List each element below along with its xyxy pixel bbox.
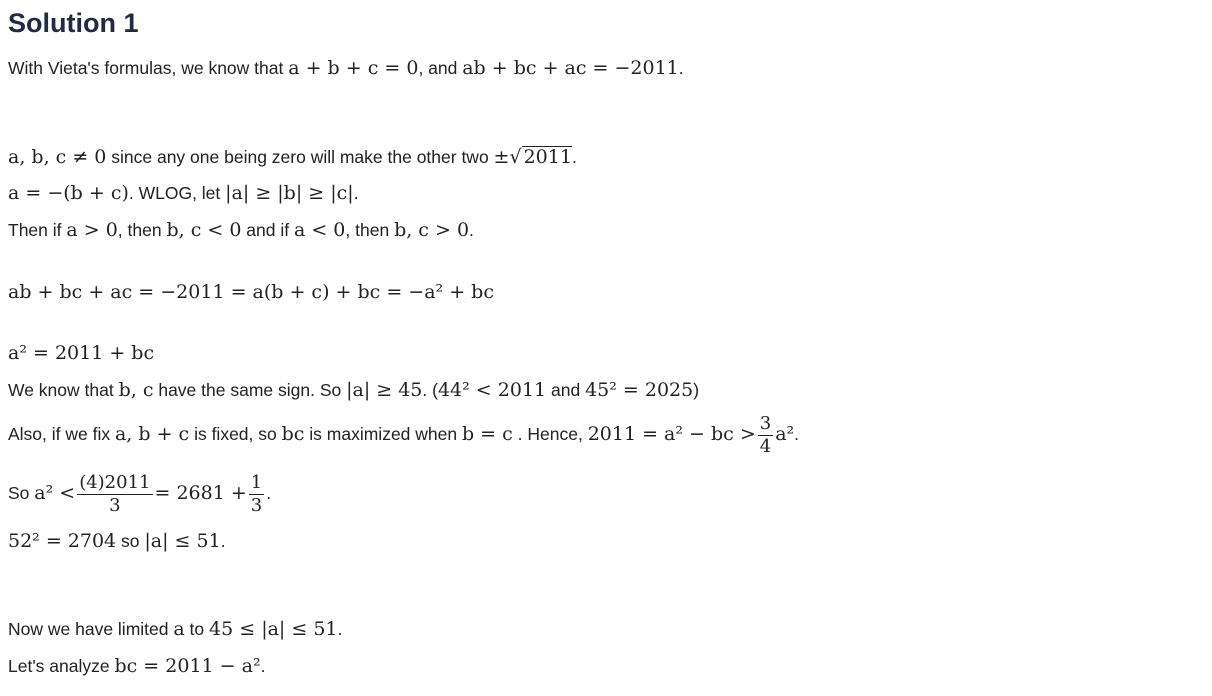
text: . [353, 183, 359, 203]
math: b = c [461, 423, 513, 446]
text: since any one being zero will make the other two [106, 147, 494, 167]
fraction-numerator: 3 [759, 413, 772, 434]
math: a² [775, 423, 795, 446]
text: Also, if we fix [8, 424, 115, 445]
text: . [678, 58, 684, 78]
fraction-numerator: 1 [250, 472, 263, 493]
text: With Vieta's formulas, we know that [8, 58, 289, 78]
math: = 2681 + [154, 482, 247, 505]
sign-line [8, 218, 474, 242]
text: . [571, 147, 577, 167]
text: We know that [8, 380, 119, 400]
math: a, b + c [114, 423, 190, 446]
text: . [794, 424, 800, 445]
text: , then [117, 220, 167, 240]
text: . [266, 483, 272, 504]
text: Now we have limited [8, 619, 174, 639]
math: a² < [34, 482, 76, 505]
math: 2011 = a² − bc > [587, 423, 756, 446]
limited-line [8, 617, 342, 641]
upper-bound-line [8, 529, 226, 553]
math-nonzero: a, b, c ≠ 0 [8, 146, 107, 168]
text: . ( [422, 380, 438, 400]
math: b, c > 0 [394, 219, 470, 241]
math: |a| ≥ 45 [346, 379, 423, 401]
text: . [469, 220, 474, 240]
text: . Hence, [512, 424, 588, 445]
math-sum-zero: a + b + c = 0 [288, 57, 419, 79]
text: , then [345, 220, 395, 240]
equation-line [8, 280, 494, 304]
math-ordering: |a| ≥ |b| ≥ |c| [225, 182, 354, 204]
fraction-denominator: 3 [109, 495, 121, 516]
math-pair-sum: ab + bc + ac = −2011 [462, 57, 679, 79]
math: b, c [118, 379, 154, 401]
math-equation: ab + bc + ac = −2011 = a(b + c) + bc = −a² + bc [8, 281, 494, 303]
fraction-bound [77, 472, 152, 517]
math: 45² = 2025 [585, 379, 694, 401]
text: ) [693, 380, 700, 400]
maximize-line [8, 413, 799, 458]
math: a < 0 [293, 219, 346, 241]
text: so [116, 531, 145, 551]
text: is fixed, so [189, 424, 282, 445]
fraction-denominator: 3 [250, 495, 263, 516]
math: 52² = 2704 [8, 530, 117, 552]
text: and [546, 380, 586, 400]
math-a-squared: a² = 2011 + bc [8, 342, 155, 364]
same-sign-line [8, 378, 699, 402]
math: a > 0 [66, 219, 118, 241]
a-squared-line [8, 341, 154, 365]
wlog-line [8, 181, 359, 205]
text: . [220, 531, 226, 551]
nonzero-line [8, 145, 577, 169]
analyze-line [8, 654, 265, 678]
fraction-one-third [249, 472, 264, 517]
text: is maximized when [304, 424, 462, 445]
math: bc [281, 423, 305, 446]
text: , and [418, 58, 463, 78]
fraction-numerator: (4)2011 [79, 472, 151, 493]
math-radicand: 2011 [523, 146, 572, 168]
math-a-def: a = −(b + c) [8, 182, 129, 204]
text: . WLOG, let [128, 183, 226, 203]
text: So [8, 483, 35, 504]
text: Let's analyze [8, 656, 115, 676]
text: and if [241, 220, 294, 240]
fraction-denominator: 4 [759, 436, 772, 457]
bound-line [8, 472, 271, 517]
math-plus-minus-sqrt: ±√ [493, 146, 522, 168]
text: Then if [8, 220, 67, 240]
text: have the same sign. So [153, 380, 347, 400]
math: a [173, 618, 185, 640]
math: 45 ≤ |a| ≤ 51 [209, 618, 338, 640]
fraction-three-quarters [758, 413, 773, 458]
vieta-line [8, 56, 684, 80]
text: . [260, 656, 266, 676]
text: . [337, 619, 343, 639]
text: to [184, 619, 210, 639]
math: 44² < 2011 [437, 379, 547, 401]
math: bc = 2011 − a² [114, 655, 261, 677]
math: b, c < 0 [166, 219, 242, 241]
math: |a| ≤ 51 [144, 530, 221, 552]
solution-heading: Solution 1 [8, 8, 139, 38]
